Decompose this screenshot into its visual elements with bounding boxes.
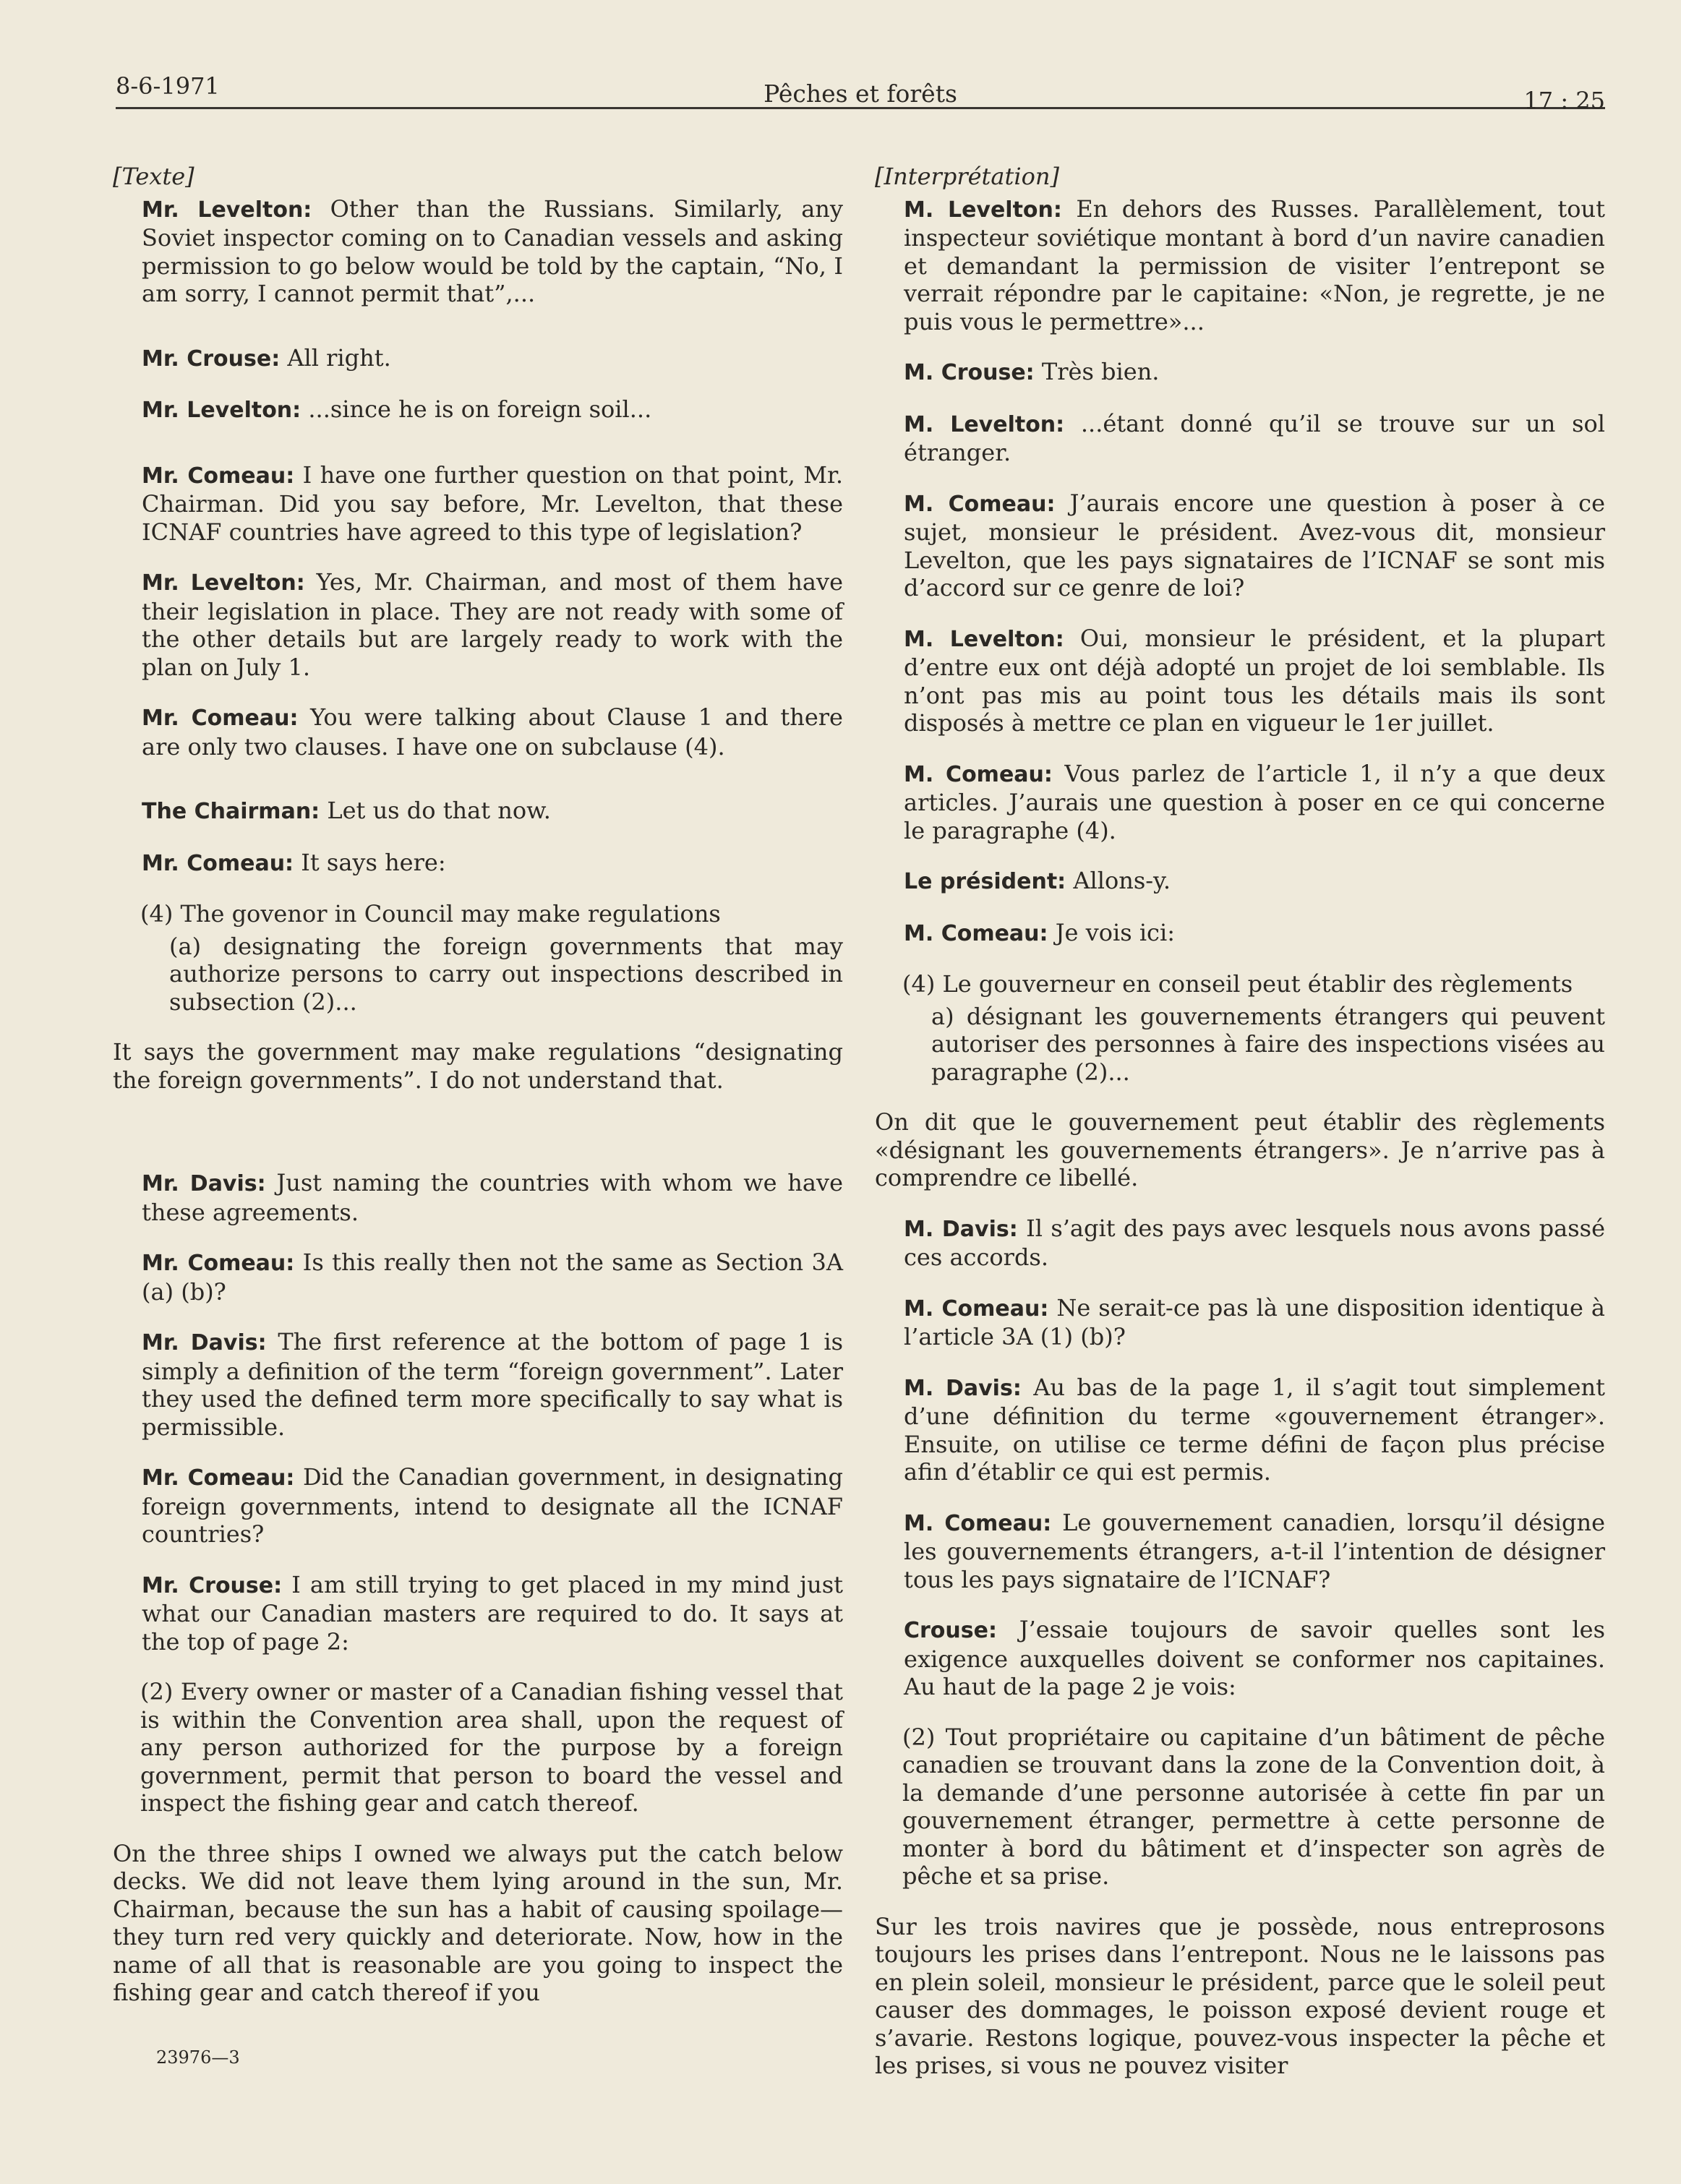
speaker: M. Levelton:: [904, 411, 1065, 437]
paragraph: [113, 1463, 843, 1549]
speech: I am still trying to get placed in my mind just what our Canadian masters are required to do. It says at the top of page 2:: [142, 1570, 843, 1656]
speech: Yes, Mr. Chairman, and most of them have their legislation in place. They are not ready with some of the other details but are largely ready to work with the plan on July 1.: [142, 568, 844, 681]
speech: Let us do that now.: [320, 797, 551, 824]
speech: Je vois ici:: [1048, 918, 1175, 946]
paragraph: [113, 568, 843, 681]
quoted-text: (2) Tout propriétaire ou capitaine d’un bâtiment de pêche canadien se trouvant dans la zone de la Convention doit, à la demande d’une personne autorisée à cette fin par un gouvernement étranger, permettre à cette personne de monter à bord du bâtiment et d’inspecter son agrès de pêche et sa prise.: [902, 1723, 1605, 1890]
paragraph: [875, 760, 1605, 845]
speaker: Mr. Levelton:: [142, 398, 301, 423]
speaker: Mr. Davis:: [142, 1330, 267, 1356]
speech: Vous parlez de l’article 1, il n’y a que deux articles. J’aurais une question à poser en ce qui concerne le paragraphe (4).: [904, 759, 1605, 844]
speech: Au bas de la page 1, il s’agit tout simplement d’une définition du terme «gouvernement étranger». Ensuite, on utilise ce terme défini de façon plus précise afin d’établir ce qui est permis.: [904, 1373, 1605, 1486]
speech: Il s’agit des pays avec lesquels nous avons passé ces accords.: [904, 1214, 1605, 1271]
paragraph: [875, 1294, 1605, 1351]
speaker: Mr. Levelton:: [142, 197, 312, 223]
paragraph: On the three ships I owned we always put the catch below decks. We did not leave them lying around in the sun, Mr. Chairman, because the sun has a habit of causing spoilage—they turn red very quickly and deteriorate. Now, how in the name of all that is reasonable are you going to inspect the fishing gear and catch thereof if you: [113, 1839, 843, 2006]
paragraph: [113, 195, 843, 308]
speech: J’aurais encore une question à poser à ce sujet, monsieur le président. Avez-vous dit, monsieur Levelton, que les pays signataires de l’ICNAF se sont mis d’accord sur ce genre de loi?: [904, 489, 1606, 601]
running-header: [116, 69, 1605, 114]
paragraph: [875, 1616, 1605, 1701]
header-title: Pêches et forêts: [763, 80, 957, 108]
paragraph: [113, 703, 843, 761]
speech: Did the Canadian government, in designating foreign governments, intend to designate all the ICNAF countries?: [142, 1463, 844, 1548]
speech: En dehors des Russes. Parallèlement, tout inspecteur soviétique montant à bord d’un navire canadien et demandant la permission de visiter l’entrepont se verrait répondre par le capitaine: «Non, je regrette, je ne puis vous le permettre»...: [904, 194, 1605, 335]
footer-code: 23976—3: [156, 2047, 240, 2068]
quoted-text: (2) Every owner or master of a Canadian fishing vessel that is within the Convention area shall, upon the request of any person authorized for the purpose by a foreign government, permit that person to board the vessel and inspect the fishing gear and catch thereof.: [140, 1678, 843, 1817]
speaker: M. Crouse:: [904, 360, 1035, 385]
speech: Très bien.: [1034, 358, 1160, 385]
speaker: M. Levelton:: [904, 197, 1062, 223]
header-page-number: 17 : 25: [1523, 87, 1605, 114]
speaker: M. Comeau:: [904, 1296, 1049, 1322]
speaker: M. Davis:: [904, 1375, 1022, 1401]
header-date: 8-6-1971: [116, 72, 220, 100]
paragraph: [875, 1374, 1605, 1486]
speaker: Mr. Comeau:: [142, 1465, 295, 1491]
speaker: Mr. Comeau:: [142, 850, 294, 876]
paragraph: [875, 919, 1605, 948]
speaker: Mr. Levelton:: [142, 570, 305, 596]
english-column: [113, 163, 843, 2029]
paragraph: It says the government may make regulations “designating the foreign governments”. I do not understand that.: [113, 1038, 843, 1094]
paragraph: [875, 1509, 1605, 1594]
speaker: M. Levelton:: [904, 626, 1064, 652]
speech: Is this really then not the same as Section 3A (a) (b)?: [142, 1249, 844, 1306]
speaker: M. Comeau:: [904, 920, 1048, 946]
paragraph: [113, 395, 843, 425]
speech: Le gouvernement canadien, lorsqu’il désigne les gouvernements étrangers, a-t-il l’intention de désigner tous les pays signataire de l’ICNAF?: [904, 1508, 1606, 1593]
speech: The first reference at the bottom of page 1 is simply a definition of the term “foreign government”. Later they used the defined term more specifically to say what is permissible.: [142, 1328, 844, 1441]
paragraph: [113, 849, 843, 878]
speaker: The Chairman:: [142, 799, 320, 824]
speaker: Mr. Comeau:: [142, 1251, 295, 1276]
paragraph: On dit que le gouvernement peut établir des règlements «désignant les gouvernements étrangers». Je n’arrive pas à comprendre ce libellé.: [875, 1108, 1605, 1191]
quoted-text: (4) The govenor in Council may make regulations: [140, 900, 721, 928]
paragraph: [875, 410, 1605, 467]
speech: Allons-y.: [1066, 867, 1171, 894]
paragraph: Sur les trois navires que je possède, nous entreprosons toujours les prises dans l’entrepont. Nous ne le laissons pas en plein soleil, monsieur le président, parce que le soleil peut causer des dommages, le poisson exposé devient rouge et s’avarie. Restons logique, pouvez-vous inspecter la pêche et les prises, si vous ne pouvez visiter: [875, 1912, 1605, 2079]
column-tag: [Texte]: [113, 163, 194, 190]
paragraph: [113, 797, 843, 826]
paragraph: [875, 625, 1605, 737]
speech: ...since he is on foreign soil...: [301, 395, 652, 423]
paragraph: [875, 195, 1605, 336]
speaker: Mr. Comeau:: [142, 706, 299, 731]
speech: Other than the Russians. Similarly, any Soviet inspector coming on to Canadian vessels and asking permission to go below would be told by the captain, “No, I am sorry, I cannot permit that”,...: [142, 194, 843, 307]
french-column: [875, 163, 1605, 2102]
paragraph: [875, 489, 1605, 602]
quoted-text: a) désignant les gouvernements étrangers qui peuvent autoriser des personnes à faire des inspections visées au paragraphe (2)...: [931, 1002, 1605, 1086]
paragraph: [113, 1249, 843, 1306]
paragraph: [113, 344, 843, 374]
paragraph: [875, 1215, 1605, 1272]
speech: Ne serait-ce pas là une disposition identique à l’article 3A (1) (b)?: [904, 1293, 1606, 1350]
speech: J’essaie toujours de savoir quelles sont les exigence auxquelles doivent se conformer nos capitaines. Au haut de la page 2 je vois:: [904, 1616, 1605, 1700]
speech: Oui, monsieur le président, et la plupart d’entre eux ont déjà adopté un projet de loi semblable. Ils n’ont pas mis au point tous les détails mais ils sont disposés à mettre ce plan en vigueur le 1er juillet.: [904, 624, 1605, 737]
paragraph: [113, 1328, 843, 1441]
speaker: Mr. Comeau:: [142, 463, 295, 489]
speaker: Le président:: [904, 869, 1066, 894]
quoted-text: (4) Le gouverneur en conseil peut établir des règlements: [902, 970, 1573, 998]
speaker: Mr. Crouse:: [142, 1572, 283, 1598]
speaker: Mr. Davis:: [142, 1171, 266, 1196]
paragraph: [875, 867, 1605, 896]
speech: I have one further question on that point, Mr. Chairman. Did you say before, Mr. Levelton, that these ICNAF countries have agreed to this type of legislation?: [142, 461, 844, 546]
speech: All right.: [280, 343, 391, 372]
speech: You were talking about Clause 1 and there are only two clauses. I have one on subclause (4).: [142, 703, 843, 761]
speech: Just naming the countries with whom we have these agreements.: [142, 1169, 844, 1226]
speaker: M. Davis:: [904, 1216, 1018, 1242]
speech: It says here:: [294, 848, 446, 876]
column-tag: [Interprétation]: [875, 163, 1059, 190]
quoted-text: (a) designating the foreign governments that may authorize persons to carry out inspections described in subsection (2)...: [169, 932, 843, 1016]
paragraph: [113, 1169, 843, 1226]
paragraph: [113, 461, 843, 547]
paragraph: [875, 358, 1605, 387]
speech: ...étant donné qu’il se trouve sur un sol étranger.: [904, 409, 1606, 466]
speaker: Mr. Crouse:: [142, 346, 281, 372]
speaker: Crouse:: [904, 1618, 997, 1643]
speaker: M. Comeau:: [904, 1510, 1052, 1536]
speaker: M. Comeau:: [904, 761, 1053, 787]
paragraph: [113, 1571, 843, 1656]
speaker: M. Comeau:: [904, 491, 1056, 517]
